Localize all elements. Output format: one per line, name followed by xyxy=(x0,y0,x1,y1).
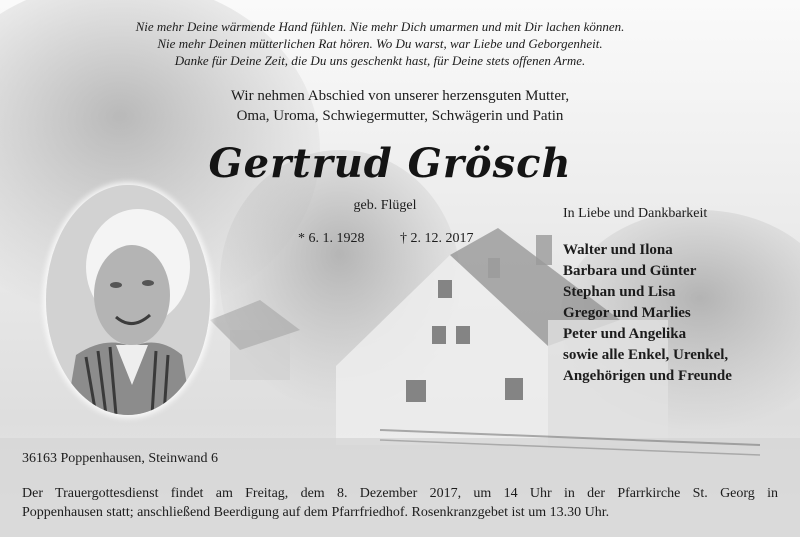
death-date: † 2. 12. 2017 xyxy=(400,231,474,246)
poem-line: Nie mehr Deinen mütterlichen Rat hören. Wo Du warst, war Liebe und Geborgenheit. xyxy=(157,36,603,51)
deceased-name: Gertrud Grösch xyxy=(208,140,572,187)
intro-line: Wir nehmen Abschied von unserer herzensguten Mutter, xyxy=(230,88,570,104)
list-item: sowie alle Enkel, Urenkel, xyxy=(563,347,729,363)
list-item: Barbara und Günter xyxy=(563,263,697,279)
service-line: Poppenhausen statt; anschließend Beerdigung auf dem Pfarrfriedhof. Rosenkranzgebet ist um 13.30 Uhr. xyxy=(22,505,610,520)
farewell-intro xyxy=(190,86,610,126)
poem-line: Nie mehr Deine wärmende Hand fühlen. Nie mehr Dich umarmen und mit Dir lachen können. xyxy=(135,19,625,34)
poem-line: Danke für Deine Zeit, die Du uns geschenkt hast, für Deine stets offenen Arme. xyxy=(174,53,586,68)
thanks-line: In Liebe und Dankbarkeit xyxy=(563,206,708,221)
list-item: Angehörigen und Freunde xyxy=(563,368,732,384)
maiden-name: geb. Flügel xyxy=(353,198,417,213)
portrait-illustration xyxy=(46,185,210,415)
list-item: Walter und Ilona xyxy=(563,242,673,258)
service-info xyxy=(22,484,778,522)
memorial-poem xyxy=(0,18,760,69)
birth-date: * 6. 1. 1928 xyxy=(298,231,365,246)
service-line: Der Trauergottesdienst findet am Freitag, dem 8. Dezember 2017, um 14 Uhr in der Pfarrkirche St. Georg in xyxy=(22,486,778,501)
list-item: Stephan und Lisa xyxy=(563,284,676,300)
intro-line: Oma, Uroma, Schwiegermutter, Schwägerin und Patin xyxy=(236,108,564,124)
list-item: Peter und Angelika xyxy=(563,326,687,342)
mourners-list xyxy=(563,240,732,387)
list-item: Gregor und Marlies xyxy=(563,305,691,321)
portrait-photo xyxy=(46,185,210,415)
address: 36163 Poppenhausen, Steinwand 6 xyxy=(22,451,218,466)
